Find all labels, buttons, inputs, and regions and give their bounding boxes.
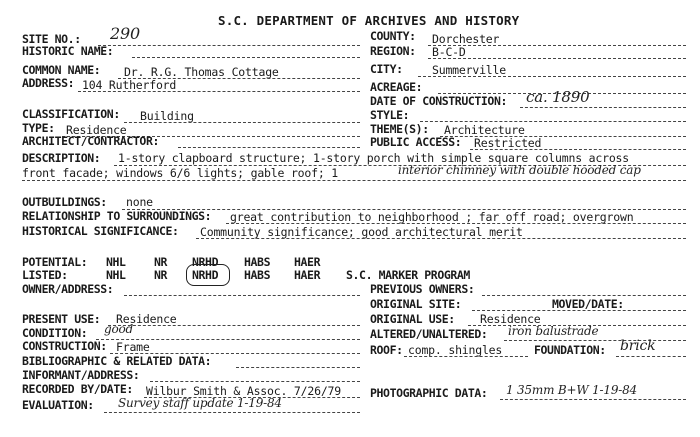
listed-nrhd: NRHD <box>192 268 219 282</box>
site-no-label: SITE NO.: <box>22 32 81 46</box>
description-line2: front facade; windows 6/6 lights; gable roof; 1 <box>22 166 339 180</box>
listed-nr: NR <box>154 268 168 282</box>
potential-nrhd: NRHD <box>192 255 219 269</box>
foundation-label: FOUNDATION: <box>534 343 606 357</box>
altered-value: iron balustrade <box>508 324 599 338</box>
listed-label: LISTED: <box>22 268 68 282</box>
recorded-label: RECORDED BY/DATE: <box>22 382 133 396</box>
nrhd-circle-mark <box>186 264 230 286</box>
roof-value: comp. shingles <box>408 343 503 357</box>
photographic-value: 1 35mm B+W 1-19-84 <box>506 383 637 397</box>
description-line1: 1-story clapboard structure; 1-story porch with simple square columns across <box>118 151 629 165</box>
owner-address-label: OWNER/ADDRESS: <box>22 282 114 296</box>
construction-label: CONSTRUCTION: <box>22 339 107 353</box>
potential-habs: HABS <box>244 255 271 269</box>
architect-label: ARCHITECT/CONTRACTOR: <box>22 134 159 148</box>
previous-owners-label: PREVIOUS OWNERS: <box>370 282 475 296</box>
altered-label: ALTERED/UNALTERED: <box>370 327 488 341</box>
condition-label: CONDITION: <box>22 326 88 340</box>
region-label: REGION: <box>370 44 416 58</box>
city-value: Summerville <box>432 63 506 77</box>
potential-nhl: NHL <box>106 255 126 269</box>
outbuildings-value: none <box>126 195 153 209</box>
address-label: ADDRESS: <box>22 76 75 90</box>
present-use-value: Residence <box>116 312 177 326</box>
listed-haer: HAER <box>294 268 321 282</box>
region-value: B-C-D <box>432 45 466 59</box>
roof-label: ROOF: <box>370 343 403 357</box>
evaluation-value: Survey staff update 1-19-84 <box>118 396 282 410</box>
evaluation-label: EVALUATION: <box>22 398 94 412</box>
relationship-label: RELATIONSHIP TO SURROUNDINGS: <box>22 209 212 223</box>
moved-date-label: MOVED/DATE: <box>552 297 624 311</box>
potential-haer: HAER <box>294 255 321 269</box>
potential-nr: NR <box>154 255 168 269</box>
city-label: CITY: <box>370 62 403 76</box>
recorded-value: Wilbur Smith & Assoc. 7/26/79 <box>146 384 341 398</box>
original-use-value: Residence <box>480 312 541 326</box>
historic-name-label: HISTORIC NAME: <box>22 44 114 58</box>
significance-label: HISTORICAL SIGNIFICANCE: <box>22 224 179 238</box>
significance-value: Community significance; good architectural merit <box>200 225 523 239</box>
page-title: S.C. DEPARTMENT OF ARCHIVES AND HISTORY <box>218 13 520 28</box>
themes-value: Architecture <box>444 123 525 137</box>
classification-value: Building <box>140 109 194 123</box>
public-access-label: PUBLIC ACCESS: <box>370 135 462 149</box>
condition-value: good <box>104 322 134 336</box>
acreage-label: ACREAGE: <box>370 80 423 94</box>
bibliographic-label: BIBLIOGRAPHIC & RELATED DATA: <box>22 354 212 368</box>
photographic-label: PHOTOGRAPHIC DATA: <box>370 386 488 400</box>
present-use-label: PRESENT USE: <box>22 312 101 326</box>
site-no-value: 290 <box>110 24 140 43</box>
themes-label: THEME(S): <box>370 122 429 136</box>
construction-value: Frame <box>116 340 150 354</box>
outbuildings-label: OUTBUILDINGS: <box>22 195 107 209</box>
potential-label: POTENTIAL: <box>22 255 88 269</box>
marker-program-label: S.C. MARKER PROGRAM <box>346 268 470 282</box>
informant-label: INFORMANT/ADDRESS: <box>22 368 140 382</box>
description-label: DESCRIPTION: <box>22 151 101 165</box>
county-label: COUNTY: <box>370 29 416 43</box>
county-value: Dorchester <box>432 32 500 46</box>
listed-habs: HABS <box>244 268 271 282</box>
common-name-value: Dr. R.G. Thomas Cottage <box>124 65 279 79</box>
description-handwritten: interior chimney with double hooded cap <box>398 163 641 177</box>
original-site-label: ORIGINAL SITE: <box>370 297 462 311</box>
classification-label: CLASSIFICATION: <box>22 107 120 121</box>
foundation-value: brick <box>620 338 656 354</box>
type-label: TYPE: <box>22 121 55 135</box>
address-value: 104 Rutherford <box>82 78 177 92</box>
public-access-value: Restricted <box>474 136 542 150</box>
listed-nhl: NHL <box>106 268 126 282</box>
relationship-value: great contribution to neighborhood ; far off road; overgrown <box>230 210 634 224</box>
common-name-label: COMMON NAME: <box>22 63 101 77</box>
style-label: STYLE: <box>370 108 410 122</box>
date-value: ca. 1890 <box>526 88 590 106</box>
original-use-label: ORIGINAL USE: <box>370 312 455 326</box>
date-label: DATE OF CONSTRUCTION: <box>370 94 507 108</box>
type-value: Residence <box>66 123 127 137</box>
